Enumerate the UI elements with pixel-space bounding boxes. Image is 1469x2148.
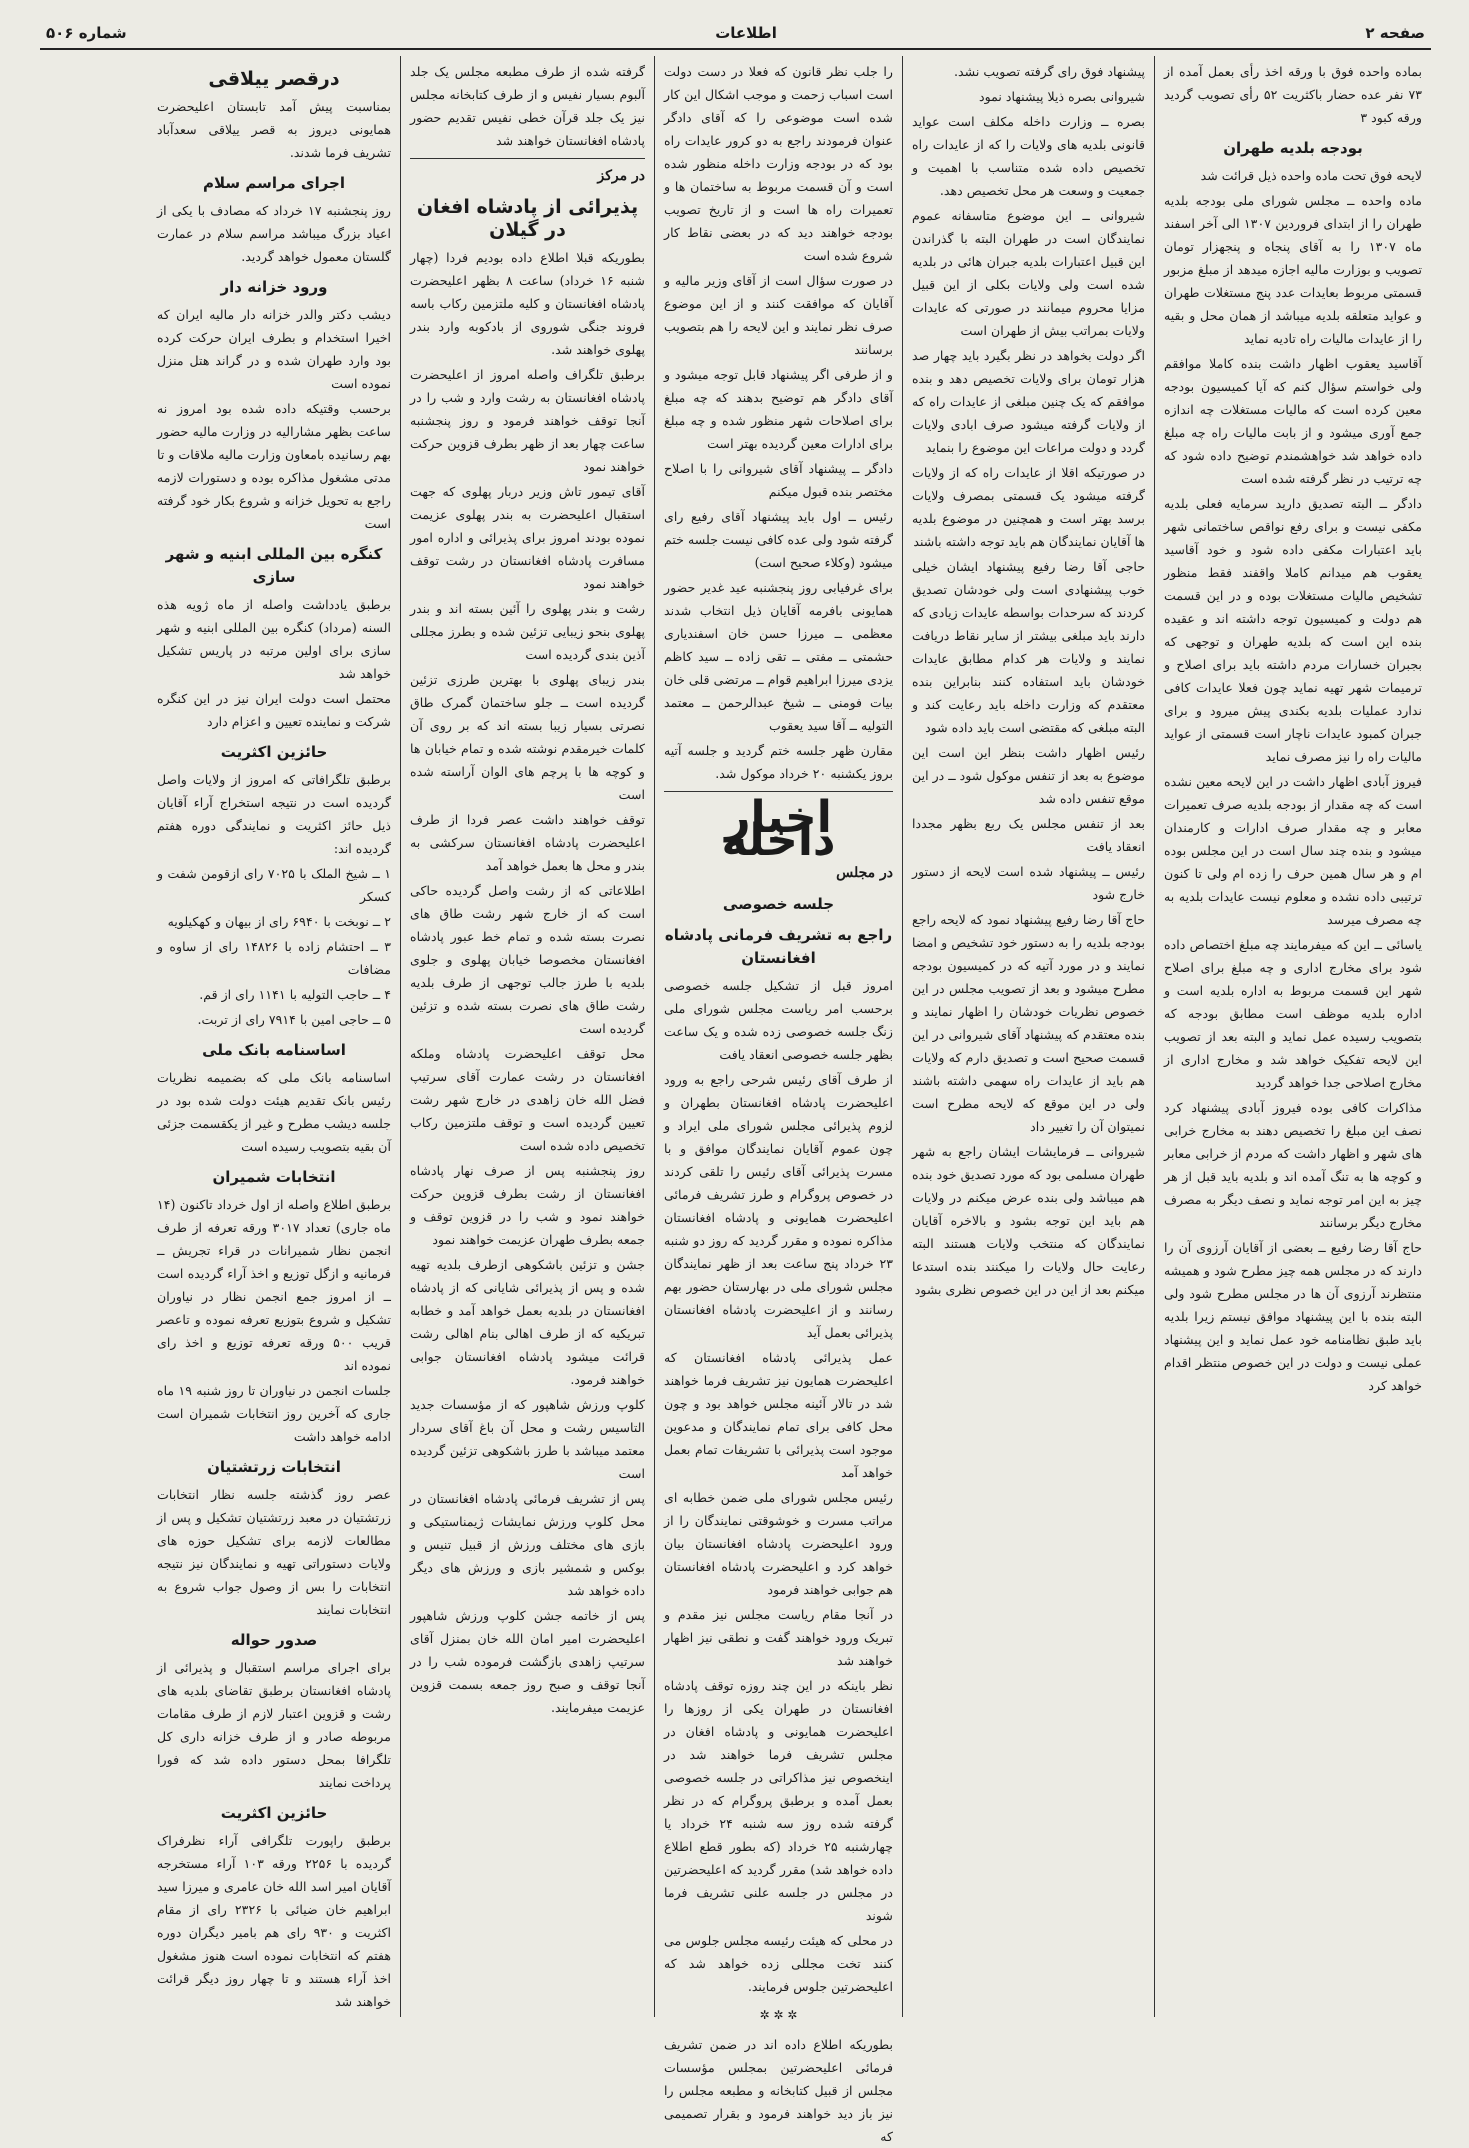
column-1 [1154,56,1431,2017]
divider [410,158,645,159]
paragraph: دیشب دکتر والدر خزانه دار مالیه ایران که اخیرا استخدام و بطرف ایران حرکت کرده بود وارد طهران شده و در گراند هتل منزل نموده است [157,307,391,391]
paragraph: پس از تشریف فرمائی پادشاه افغانستان در محل کلوپ ورزش نمایشات ژیمناستیکی و بازی های مختلف ورزش از قبیل تنیس و بوکس و شمشیر بازی و ورزش های دیگر داده خواهد شد [410,1491,645,1598]
paragraph: بصره ــ وزارت داخله مکلف است عواید قانونی بلدیه های ولایات را که از عایدات راه تخصیص داده شده متناسب با اهمیت و جمعیت و وسعت هر محل تخصیص دهد. [912,114,1145,198]
paragraph: حاج آقا رضا رفیع ــ بعضی از آقایان آرزوی آن را دارند که در مجلس همه چیز مطرح شود و همیشه منتظرند آرزوی آن ها در مجلس مطرح شود ولی البته بنده با این پیشنهاد موافق نیستم زیرا بلدیه باید طبق نظامنامه خود عمل نماید و این پیشنهاد عملی نیست و دولت در این خصوص منتظر اقدام خواهد کرد [1164,1240,1422,1393]
headline: اساسنامه بانک ملی [202,1041,346,1059]
paragraph: یاسائی ــ این که میفرمایند چه مبلغ اختصاص داده شود برای مخارج اداری و چه مبلغ برای اصلاح شهر این قسمت مربوط به اداره بلدیه است و اداره بلدیه موظف است مطابق بودجه که بتصویب رسیده عمل نماید و البته بعد از تصویب این لایحه تفکیک خواهد شد و مخارج اداری از مخارج اصلاحی جدا خواهد گردید [1164,937,1422,1090]
paragraph: لایحه فوق تحت ماده واحده ذیل قرائت شد [1200,168,1422,183]
paragraph: عمل پذیرائی پادشاه افغانستان که اعلیحضرت همایون نیز تشریف فرما خواهند شد در تالار آئینه مجلس خواهد بود و چون محل کافی برای تمام نمایندگان و مدعوین موجود است پذیرائی با تشریفات تمام بعمل خواهد آمد [664,1350,893,1480]
paragraph: روز پنجشنبه ۱۷ خرداد که مصادف با یکی از اعیاد بزرگ میباشد مراسم سلام در عمارت گلستان معمول خواهد گردید. [157,203,392,264]
headline: انتخابات شمیران [212,1168,336,1186]
paragraph: را جلب نظر قانون که فعلا در دست دولت است اسباب زحمت و موجب اشکال این کار شده است موضوعی را که آقای دادگر عنوان فرمودند راجع به دو کرور عایدات راه بود که در بودجه وزارت داخله منظور شده است و آن قسمت مربوط به ساختمان ها و تعمیرات راه ها است و از تاریخ تصویب بودجه خواهند دید که در بعضی نقاط کار شروع شده است [664,64,893,263]
paragraph: رئیس اظهار داشت بنظر این است این موضوع به بعد از تنفس موکول شود ــ در این موقع تنفس داده شد [912,745,1145,806]
headline: صدور حواله [230,1631,318,1649]
column-2 [902,56,1154,2017]
section-banner: اخبار داخله [721,792,836,866]
column-5 [148,56,400,2017]
paragraph: برطبق تلگراف واصله امروز از اعلیحضرت پادشاه افغانستان به رشت وارد و شب را در آنجا توقف خواهند فرمود و روز پنجشنبه ساعت چهار بعد از ظهر بطرف قزوین حرکت خواهند نمود [410,367,645,474]
paragraph: اساسنامه بانک ملی که بضمیمه نظریات رئیس بانک تقدیم هیئت دولت شده بود در جلسه دیشب مطرح و غیر از یکقسمت جزئی آن بقیه بتصویب رسیده است [157,1070,391,1154]
paragraph: آقاسید یعقوب اظهار داشت بنده کاملا موافقم ولی خواستم سؤال کنم که آیا کمیسیون بودجه معین کرده است که مالیات مستغلات چه اندازه جمع آوری میشود و از بابت مالیات راه چه مبلغ داده خواهد شد خواهشمندم توضیح داده شود که چه ترتیب در نظر گرفته شده است [1164,356,1422,486]
paragraph: اگر دولت بخواهد در نظر بگیرد باید چهار صد هزار تومان برای ولایات تخصیص دهد و بنده موافقم که یک چنین مبلغی از عایدات راه که از ولایات گرفته میشود صرف ابادی ولایات گردد و دولت مراعات این موضوع را بنماید [912,348,1145,455]
paragraph: محل توقف اعلیحضرت پادشاه وملکه افغانستان در رشت عمارت آقای سرتیپ فضل الله خان زاهدی در خارج شهر رشت تعیین گردیده است و توقف ملتزمین رکاب تخصیص داده شده است [410,1046,645,1153]
paragraph: رشت و بندر پهلوی را آئین بسته اند و بندر پهلوی بنحو زیبایی تزئین شده و بطرز مجللی آذین بندی گردیده است [410,601,645,662]
paragraph: حاج آقا رضا رفیع پیشنهاد نمود که لایحه راجع بودجه بلدیه را به دستور خود تشخیص و امضا نمایند و در مورد آتیه که در کمیسیون بودجه مطرح میشود و بعد از تصویب مجلس در این خصوص نظریات خودشان را اظهار نمایند و بنده معتقدم که پیشنهاد آقای شیروانی در این قسمت صحیح است و تصدیق دارم که ولایات هم باید از عایدات راه سهمی داشته باشند ولی در این موقع که لایحه مطرح است نمیتوان آن را تغییر داد [912,912,1145,1134]
paragraph: بعد از تنفس مجلس یک ربع بظهر مجددا انعقاد یافت [912,816,1145,854]
masthead [40,18,1431,50]
paper-name: اطلاعات [715,24,777,42]
paragraph: پیشنهاد فوق رای گرفته تصویب نشد. [953,64,1145,79]
paragraph: شیروانی ــ فرمایشات ایشان راجع به شهر طهران مسلمی بود که مورد تصدیق خود بنده هم میباشد ولی بنده عرض میکنم در ولایات هم باید این توجه بشود و بالاخره آقایان نمایندگان که منتخب ولایات هستند البته رعایت حال ولایات را میکنند بنده استدعا میکنم بعد از این در این خصوص نظری بشود [912,1144,1145,1297]
paragraph: رئیس مجلس شورای ملی ضمن خطابه ای مراتب مسرت و خوشوقتی نمایندگان را از ورود اعلیحضرت پادشاه افغانستان بیان خواهد کرد و اعلیحضرت پادشاه افغانستان هم جوابی خواهند فرمود [664,1490,893,1597]
list-item: ۱ ــ شیخ الملک با ۷۰۲۵ رای ازقومن شفت و کسکر [157,866,391,904]
paragraph: بماده واحده فوق با ورقه اخذ رأی بعمل آمده از ۷۳ نفر عده حضار باکثریت ۵۲ رأی تصویب گردید ورقه کبود ۳ [1164,64,1422,125]
paragraph: روز پنجشنبه پس از صرف نهار پادشاه افغانستان از رشت بطرف قزوین حرکت خواهند نمود و شب را در قزوین توقف و جمعه بطرف طهران عزیمت خواهند نمود [410,1163,645,1247]
paragraph: برطبق یادداشت واصله از ماه ژویه هذه السنه (مرداد) کنگره بین المللی ابنیه و شهر سازی برای اولین مرتبه در پاریس تشکیل خواهد شد [157,597,391,681]
headline: انتخابات زرتشتیان [207,1458,341,1476]
paragraph: برطبق راپورت تلگرافی آراء نظرفراک گردیده با ۲۲۵۶ ورقه ۱۰۳ آراء مستخرجه آقایان امیر اسد الله خان عامری و میرزا سید ابراهیم خان ضیائی با ۲۳۲۶ رای از مقام اکثریت و ۹۳۰ رای هم بامیر دیگران دوره هفتم که انتخابات نموده است هنوز مشغول اخذ آراء هستند و تا چهار روز دیگر قرائت خواهند شد [157,1833,391,2009]
paragraph: اطلاعاتی که از رشت واصل گردیده حاکی است که از خارج شهر رشت طاق های نصرت بسته شده و تمام خط عبور پادشاه افغانستان مخصوصا خیابان پهلوی و جلوی بلدیه با طرز جالب توجهی از طرف بلدیه رشت طاق های نصرت بسته شده و تزئین گردیده است [410,883,645,1036]
headline: حائزین اکثریت [220,1804,328,1822]
paragraph: آقای تیمور تاش وزیر دربار پهلوی که جهت استقبال اعلیحضرت به بندر پهلوی عزیمت نموده بودند امروز برای پذیرائی و اداره امور مسافرت پادشاه افغانستان در رشت توقف خواهند نمود [410,484,645,591]
paragraph: رئیس ــ پیشنهاد شده است لایحه از دستور خارج شود [912,864,1145,902]
paragraph: فیروز آبادی اظهار داشت در این لایحه معین نشده است که چه مقدار از بودجه بلدیه صرف تعمیرات معابر و چه مقدار صرف ادارات و کارمندان میشود و بنده چند سال است در این مجلس بوده ام و هر سال همین حرف را زده ام ولی تا کنون ترتیبی داده نشده و معلوم نیست عایدات بلدیه به چه مصرف میرسد [1164,774,1422,927]
issue-label: شماره ۵۰۶ [46,24,127,42]
paragraph: بمناسبت پیش آمد تابستان اعلیحضرت همایونی دیروز به قصر ییلاقی سعدآباد تشریف فرما شدند. [157,99,391,160]
paragraph: بطوریکه قبلا اطلاع داده بودیم فردا (چهار شنبه ۱۶ خرداد) ساعت ۸ بظهر اعلیحضرت پادشاه افغانستان و کلیه ملتزمین رکاب باسه فروند جنگی شوروی از بادکوبه وارد بندر پهلوی خواهند شد. [410,250,645,357]
headline: ورود خزانه دار [220,278,328,296]
paragraph: ماده واحده ــ مجلس شورای ملی بودجه بلدیه طهران را از ابتدای فروردین ۱۳۰۷ الی آخر اسفند ماه ۱۳۰۷ را به آقای پنجاه و پنجهزار تومان تصویب و بوزارت ماليه اجازه میدهد از مبلغ مزبور قسمتی مربوط بعایدات عدد پنج مستغلات طهران و عواید متعلقه بلدیه میباشد از همان محل و بقیه را از عایدات مالیات راه تادیه نماید [1164,193,1422,346]
list-item: ۲ ــ نوبخت با ۶۹۴۰ رای از بیهان و کهکیلویه [167,914,391,929]
paragraph: در آنجا مقام ریاست مجلس نیز مقدم و تبریک ورود خواهند گفت و نطقی نیز اظهار خواهند شد [664,1607,893,1668]
headline: درقصر ییلاقی [208,68,340,90]
list-item: ۵ ــ حاجی امین با ۷۹۱۴ رای از تربت. [197,1012,391,1027]
paragraph: برای غرفیابی روز پنجشنبه عید غدیر حضور همایونی بافرمه آقایان ذیل انتخاب شدند معظمی ــ میرزا حسن خان اسفندیاری حشمتی ــ مفتی ــ تقی زاده ــ سید کاظم یزدی میرزا ابراهیم قوام ــ مرتضی قلی خان بیات فومنی ــ شیخ عبدالرحمن ــ معتمد التولیه ــ آقا سید یعقوب [664,580,893,733]
section-label: در مرکز [597,168,645,184]
list-item: ۴ ــ حاجب التولیه با ۱۱۴۱ رای از قم. [199,987,391,1002]
paragraph: مقارن ظهر جلسه ختم گردید و جلسه آتیه بروز یکشنبه ۲۰ خرداد موکول شد. [664,743,893,781]
paragraph: برحسب وقتیکه داده شده بود امروز نه ساعت بظهر مشارالیه در وزارت مالیه حضور بهم رسانیده بامعاون وزارت مالیه ملاقات و تا مدتی مشغول مذاکره بوده و دستورات لازمه راجع به تحویل خزانه و شروع بکار خود گرفته است [157,401,391,531]
paragraph: بندر زیبای پهلوی با بهترین طرزی تزئین گردیده است ــ جلو ساختمان گمرک طاق نصرتی بسیار زیبا بسته اند که بر روی آن کلمات خیرمقدم نوشته شده و تمام خیابان ها و کوچه ها با پرچم های الوان آراسته شده است [410,672,645,802]
paragraph: و از طرفی اگر پیشنهاد قابل توجه میشود و آقای دادگر هم توضیح بدهند که چه مبلغ برای اصلاحات شهر منظور شده و چه مبلغ برای ادارات معین گردیده بهتر است [664,367,893,451]
paragraph: رئیس ــ اول باید پیشنهاد آقای رفیع رای گرفته شود ولی عده کافی نیست جلسه ختم میشود (وکلاء صحیح است) [664,509,893,570]
paragraph: برطبق اطلاع واصله از اول خرداد تاکنون (۱۴ ماه جاری) تعداد ۳۰۱۷ ورقه تعرفه از طرف انجمن نظار شمیرانات در قراء تجریش ــ فرمانیه و ازگل توزیع و اخذ آراء گردیده است ــ از امروز جمع انجمن نظار در نیاوران تشکیل و شروع بتوزیع تعرفه نموده و تاعصر قریب ۵۰۰ ورقه تعرفه توزیع و اخذ رای نموده اند [157,1197,391,1373]
paragraph: دادگر ــ البته تصدیق دارید سرمایه فعلی بلدیه مکفی نیست و برای رفع نواقص ساختمانی شهر باید اعتبارات مکفی داده شود و خود آقاسید یعقوب هم میدانم کاملا واقفند فقط منظور تشخیص مالیات مستغلات بوده و در این قسمت هم دولت و کمیسیون توجه داشته اند و عقیده بنده این است که بلدیه طهران و توجهی که بجبران خسارات مردم داشته باید برای اصلاح و ترمیمات شهر تهیه نماید چون فعلا عایدات کافی ندارد عملیات بلدیه بکندی پیش میرود و برای جبران کمبود عایدات ناچار است قسمتی از عواید مالیات راه را نیز مصرف نماید [1164,496,1422,764]
columns [40,56,1431,2144]
paragraph: در صورتیکه اقلا از عایدات راه که از ولایات گرفته میشود یک قسمتی بمصرف ولایات برسد بهتر است و همچنین در موضوع بلدیه ها آقایان نمایندگان هم باید توجه داشته باشند [912,465,1145,549]
paragraph: پس از خاتمه جشن کلوپ ورزش شاهپور اعلیحضرت امیر امان الله خان بمنزل آقای سرتیپ زاهدی بازگشت فرموده شب را در آنجا توقف و صبح روز جمعه بسمت قزوین عزیمت میفرمایند. [410,1608,645,1715]
paragraph: نظر باینکه در این چند روزه توقف پادشاه افغانستان در طهران یکی از روزها را اعلیحضرت همایونی و پادشاه افغان در مجلس تشریف فرما خواهند شد در اینخصوص نیز مذاکراتی در جلسه خصوصی بعمل آمده و برطبق پروگرام که در نظر گرفته شده روز سه شنبه ۲۴ خرداد یا چهارشنبه ۲۵ خرداد (که بطور قطع اطلاع داده خواهد شد) مقرر گردید که اعلیحضرتین در مجلس در جلسه علنی تشریف فرما شوند [664,1678,894,1923]
ornament-stars: ✲ ✲ ✲ [759,2008,798,2022]
column-3 [654,56,902,2144]
paragraph: گرفته شده از طرف مطبعه مجلس یک جلد آلبوم بسیار نفیس و از طرف کتابخانه مجلس نیز یک جلد قرآن خطی نفیس تقدیم حضور پادشاه افغانستان خواهند شد [410,64,645,148]
page-label: صفحه ۲ [1365,24,1425,42]
paragraph: محتمل است دولت ایران نیز در این کنگره شرکت و نماینده تعیین و اعزام دارد [157,691,391,729]
paragraph: برای اجرای مراسم استقبال و پذیرائی از پادشاه افغانستان برطبق تقاضای بلدیه های رشت و قزوین اعتبار لازم از طرف مقامات مربوطه صادر و از طرف خزانه داری کل تلگرافا بمحل دستور داده شد که فورا پرداخت نمایند [157,1660,391,1790]
column-4 [400,56,654,2017]
paragraph: شیروانی بصره ذیلا پیشنهاد نمود [979,89,1145,104]
paragraph: بطوریکه اطلاع داده اند در ضمن تشریف فرمائی اعلیحضرتین بمجلس مؤسسات مجلس از قبیل کتابخانه و مطبعه مجلس را نیز باز دید خواهند فرمود و بقرار تصمیمی که [664,2037,893,2144]
paragraph: توقف خواهند داشت عصر فردا از طرف اعلیحضرت پادشاه افغانستان سرکشی به بندر و محل ها بعمل خواهد آمد [410,812,645,873]
headline: کنگره بین المللی ابنیه و شهر سازی [165,545,383,586]
paragraph: کلوپ ورزش شاهپور که از مؤسسات جدید التاسیس رشت و محل آن باغ آقای سردار معتمد میباشد با طرز باشکوهی تزئین گردیده است [410,1397,645,1481]
paragraph: حاجی آقا رضا رفیع پیشنهاد ایشان خیلی خوب پیشنهادی است ولی خودشان تصدیق کردند که سرحدات بواسطه عایدات زیادی که دارند باید مبلغی بیشتر از سایر نقاط دریافت نمایند و ولایات هر کدام مطابق عایدات خودشان باید استفاده کنند بنابراین بنده معتقدم که وزارت داخله باید رعایت کند و البته مبلغی که مقتضی است باید داده شود [912,559,1145,735]
section-label: در مجلس [836,865,893,881]
paragraph: جلسات انجمن در نیاوران تا روز شنبه ۱۹ ماه جاری که آخرین روز انتخابات شمیران است ادامه خواهد داشت [157,1383,391,1444]
headline: راجع به تشریف فرمانی پادشاه افغانستان [664,926,893,967]
paragraph: مذاکرات کافی بوده فیروز آبادی پیشنهاد کرد نصف این مبلغ را تخصیص دهند به مخارج خرابی های شهر و اظهار داشت که مردم از خرابی معابر و کوچه ها به تنگ آمده اند و بلدیه باید قبل از هر چیز به این امر توجه نماید و نصف دیگر به مصرف مخارج دیگر برسانند [1164,1100,1422,1230]
paragraph: در محلی که هیئت رئیسه مجلس جلوس می کنند تخت مجللی زده خواهد شد که اعلیحضرتین جلوس فرمایند. [664,1933,893,1994]
paragraph: برطبق تلگرافاتی که امروز از ولایات واصل گردیده است در نتیجه استخراج آراء آقایان ذیل حائز اکثریت و نمایندگی دوره هفتم گردیده اند: [157,772,391,856]
paragraph: از طرف آقای رئیس شرحی راجع به ورود اعلیحضرت پادشاه افغانستان بطهران و لزوم پذیرائی مجلس شورای ملی ایراد و چون عموم آقایان نمایندگان موافق و با مسرت پذیرائی آقای رئیس را تلقی کردند در خصوص پروگرام و طرز تشریف فرمائی اعلیحضرت همایونی و پادشاه افغانستان مذاکره نموده و مقرر گردید که روز دو شنبه ۲۳ خرداد پنج ساعت بعد از ظهر نمایندگان مجلس شورای ملی در بهارستان حضور بهم رسانند و از اعلیحضرت پادشاه افغانستان پذیرائی بعمل آید [664,1072,893,1340]
headline: جلسه خصوصی [722,895,835,913]
paragraph: عصر روز گذشته جلسه نظار انتخابات زرتشتیان در معبد زرتشتیان تشکیل و پس از مطالعات لازمه برای تشکیل حوزه های ولایات دستوراتی تهیه و نمایندگان نیز نتیجه انتخابات را بس از وصول جواب شروع به انتخابات نمایند [157,1487,391,1617]
headline: اجرای مراسم سلام [202,174,346,192]
list-item: ۳ ــ احتشام زاده با ۱۴۸۲۶ رای از ساوه و مضافات [157,939,391,977]
paragraph: امروز قبل از تشکیل جلسه خصوصی برحسب امر ریاست مجلس شورای ملی زنگ جلسه خصوصی زده شده و یک ساعت بظهر جلسه خصوصی انعقاد یافت [664,978,893,1062]
paragraph: شیروانی ــ این موضوع متاسفانه عموم نمایندگان است در طهران البته با گذراندن این قبیل اعتبارات بلدیه جبران هائی در بلدیه شده است ولی ولایات بکلی از این قبیل مزایا محروم میمانند در صورتی که عایدات ولایات بمراتب بیش از طهران است [912,208,1145,338]
headline: حائزین اکثریت [220,743,328,761]
headline: بودجه بلدیه طهران [1223,139,1363,157]
headline: پذیرائی از پادشاه افغان در گیلان [416,196,639,241]
paragraph: در صورت سؤال است از آقای وزیر مالیه و آقایان که موافقت کنند و از این موضوع صرف نظر نمایند و این لایحه را هم بتصویب برسانند [664,273,893,357]
paragraph: جشن و تزئین باشکوهی ازطرف بلدیه تهیه شده و پس از پذیرائی شایانی که از پادشاه افغانستان در بلدیه بعمل خواهد آمد و خطابه تبریکیه که از طرف اهالی بنام اهالی رشت قرائت میشود پادشاه افغانستان جوابی خواهند فرمود. [410,1257,645,1387]
paragraph: دادگر ــ پیشنهاد آقای شیروانی را با اصلاح مختصر بنده قبول میکنم [664,461,893,499]
